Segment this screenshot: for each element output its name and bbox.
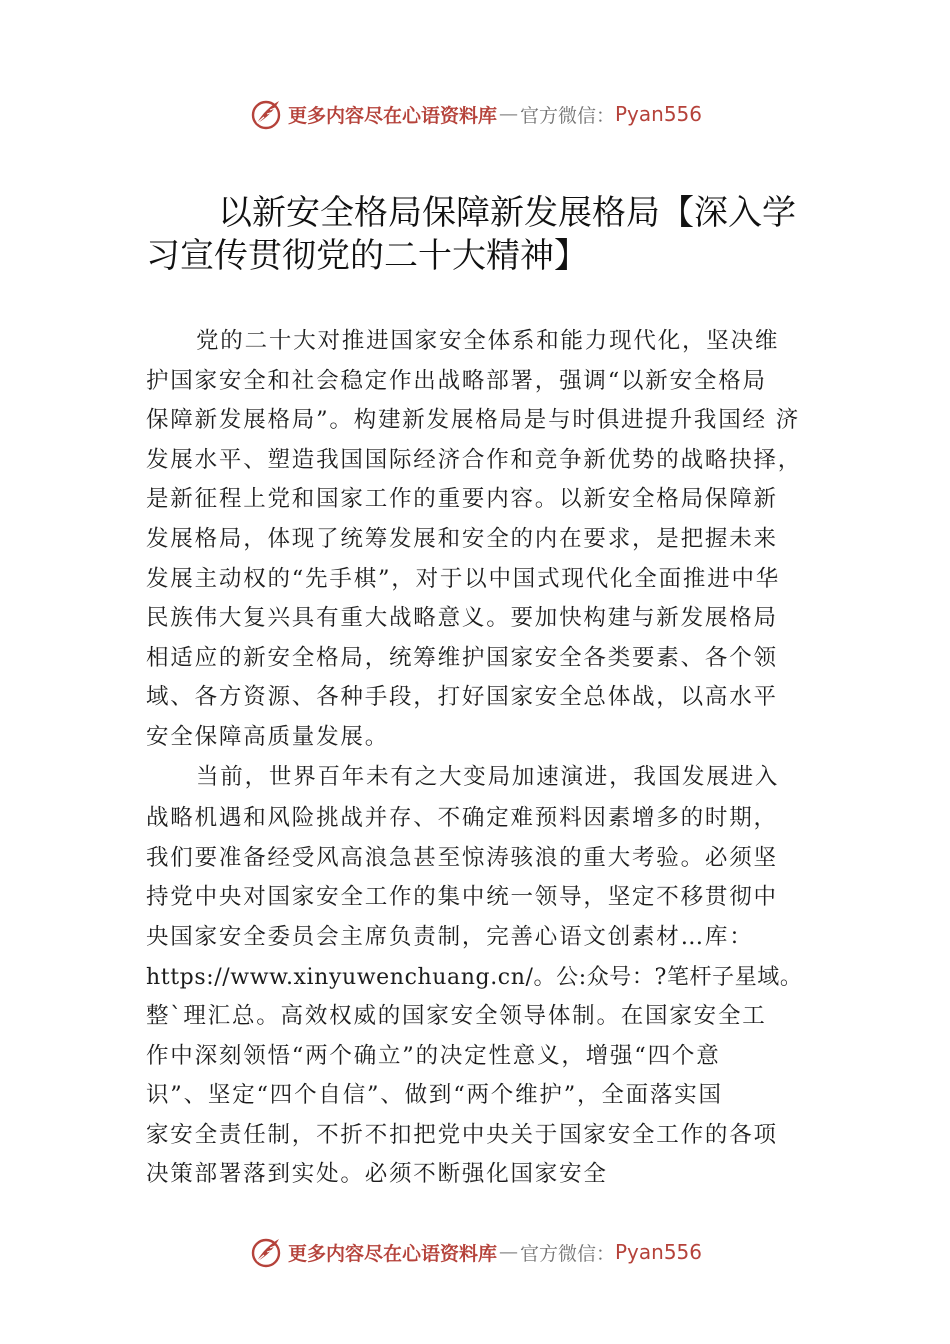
body-line: 党的二十大对推进国家安全体系和能力现代化，坚决维 [196, 328, 780, 354]
body-line: 央国家安全委员会主席负责制，完善心语文创素材…库： [146, 923, 754, 950]
banner-separator: — [498, 1241, 518, 1263]
banner-separator: — [498, 103, 518, 125]
body-line: 域、各方资源、各种手段，打好国家安全总体战，以高水平 [146, 684, 778, 711]
wechat-account: Pyan556 [615, 1240, 703, 1264]
body-line: 作中深刻领悟“两个确立”的决定性意义，增强“四个意 [146, 1042, 721, 1069]
body-line: 我们要准备经受风高浪急甚至惊涛骇浪的重大考验。必须坚 [146, 844, 778, 871]
body-line: 家安全责任制，不折不扣把党中央关于国家安全工作的各项 [146, 1121, 778, 1148]
body-line: 护国家安全和社会稳定作出战略部署，强调“以新安全格局 [146, 367, 767, 394]
wechat-label: 官方微信： [519, 1242, 615, 1265]
body-line: 发展水平、塑造我国国际经济合作和竞争新优势的战略抉择， [146, 446, 803, 473]
feather-pen-logo-icon [248, 96, 284, 132]
body-line: 发展格局，体现了统筹发展和安全的内在要求，是把握未来 [146, 525, 778, 552]
body-line: 发展主动权的“先手棋”，对于以中国式现代化全面推进中华 [146, 565, 781, 592]
body-line: 民族伟大复兴具有重大战略意义。要加快构建与新发展格局 [146, 605, 778, 632]
body-line: 相适应的新安全格局，统筹维护国家安全各类要素、各个领 [146, 644, 778, 671]
brand-name: 更多内容尽在心语资料库 [287, 104, 497, 127]
body-line: 战略机遇和风险挑战并存、不确定难预料因素增多的时期， [146, 805, 778, 832]
document-title: 以新安全格局保障新发展格局【深入学习宣传贯彻党的二十大精神】 [146, 193, 796, 276]
document-body [146, 322, 810, 1195]
body-line: 决策部署落到实处。必须不断强化国家安全 [146, 1161, 608, 1188]
body-line: 是新征程上党和国家工作的重要内容。以新安全格局保障新 [146, 486, 778, 513]
wechat-account: Pyan556 [615, 102, 703, 126]
footer-banner [0, 1230, 950, 1274]
body-line: 持党中央对国家安全工作的集中统一领导，坚定不移贯彻中 [146, 884, 778, 911]
body-line: 安全保障高质量发展。 [146, 723, 390, 750]
body-line: 识”、坚定“四个自信”、做到“两个维护”，全面落实国 [146, 1082, 723, 1109]
body-line: 保障新发展格局”。构建新发展格局是与时俱进提升我国经 济 [146, 407, 801, 434]
brand-name: 更多内容尽在心语资料库 [287, 1242, 497, 1265]
feather-pen-logo-icon [248, 1234, 284, 1270]
body-line-url: https://www.xinyuwenchuang.cn/。公:众号：?笔杆子星域。 [146, 964, 803, 990]
header-banner [0, 92, 950, 136]
body-line: 整`理汇总。高效权威的国家安全领导体制。在国家安全工 [146, 1003, 767, 1030]
wechat-label: 官方微信： [519, 104, 615, 127]
body-line: 当前，世界百年未有之大变局加速演进，我国发展进入 [196, 763, 780, 790]
